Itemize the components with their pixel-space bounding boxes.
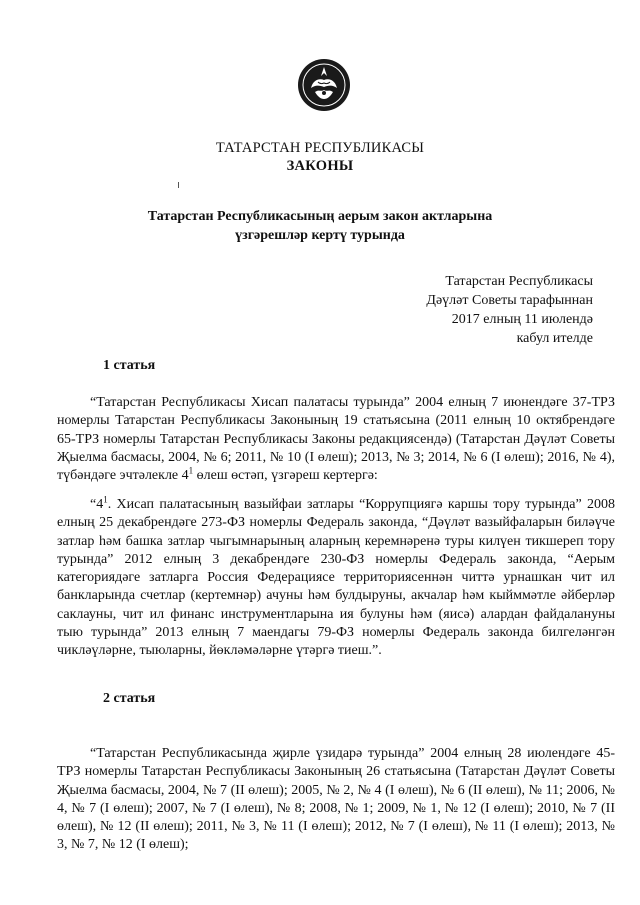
article-1-title: 1 статья [103,358,156,373]
law-subject [0,207,640,245]
republic-header: ТАТАРСТАН РЕСПУБЛИКАСЫ [215,140,425,156]
tatarstan-coat-of-arms-icon [297,58,351,112]
article-2-title: 2 статья [103,691,156,706]
subject-line-1: Татарстан Республикасының аерым закон актларына [147,209,493,224]
scan-mark [178,182,179,188]
subject-line-2: үзгәрешләр кертү турында [235,228,405,243]
article-1-paragraph-2 [57,496,615,661]
article-1-p1-text: “Татарстан Республикасы Хисап палатасы турында” 2004 елның 7 июнендәге 37-ТРЗ номерлы Татарстан Республикасы Законының 19 статьясына (2011 елның 10 октябрендәге 65-ТРЗ номерлы Татарстан Республикасы Законы редакциясендә) (Татарстан Дәүләт Советы Җыелма басмасы, 2004, № 6; 2011, № 10 (I өлеш); 2013, № 3; 2014, № 6 (I өлеш); 2016, № 4), түбәндәге эчтәлекле 4 [57,395,615,484]
adoption-line-1: Татарстан Республикасы [445,274,593,289]
adoption-line-2: Дәүләт Советы тарафыннан [426,293,593,308]
adoption-block [426,272,593,348]
article-1-p2-superscript: 1 [103,494,108,505]
article-1-p1-superscript: 1 [188,465,194,476]
adoption-line-3: 2017 елның 11 июлендә [451,312,593,327]
adoption-line-4: кабул ителде [516,331,593,346]
article-1-p2-text-end: . Хисап палатасының вазыйфаи затлары “Коррупциягә каршы тору турында” 2008 елның 25 декабрендәге 273-ФЗ номерлы Федераль законда, “Дәүләт вазыйфаларын биләүче затлар һәм башка затлар чыгымнарының аларның керемнәренә туры килүен тикшереп тору турында” 2012 елның 3 декабрендәге 230-ФЗ номерлы Федераль законда, “Аерым категориядәге затларга Россия Федерациясе территориясеннән читтә урнашкан чит ил банкларында счетлар (кертемнәр) ачуны һәм булдыруны, акчалар һәм кыйммәтле әйберләр саклауны, чит ил финанс инструментларына ия булуны һәм (яисә) алардан файдалануны тыю турында” 2013 елның 7 маендагы 79-ФЗ номерлы Федераль законда билгеләнгән чикләүләрне, тыюларны, йөкләмәләрне үтәргә тиеш.”. [57,497,615,659]
article-1-p1-text-end: өлеш өстәп, үзгәреш кертергә: [193,468,378,484]
law-header: ЗАКОНЫ [286,158,354,174]
article-1-paragraph-1 [57,394,615,485]
article-1-p2-text: “4 [90,497,104,512]
article-2-paragraph-1: “Татарстан Республикасында җирле үзидарә турында” 2004 елның 28 июлендәге 45-ТРЗ номерлы Татарстан Республикасы Законының 26 статьясына (Татарстан Дәүләт Советы Җыелма басмасы, 2004, № 7 (II өлеш); 2005, № 2, № 4 (I өлеш), № 6 (II өлеш), № 11; 2006, № 4, № 7 (I өлеш); 2007, № 7 (I өлеш), № 8; 2008, № 1; 2009, № 1, № 12 (I өлеш); 2010, № 7 (II өлеш), № 12 (II өлеш); 2011, № 3, № 11 (I өлеш); 2012, № 7 (I өлеш), № 11 (I өлеш); 2013, № 3, № 7, № 12 (I өлеш); [57,746,615,853]
